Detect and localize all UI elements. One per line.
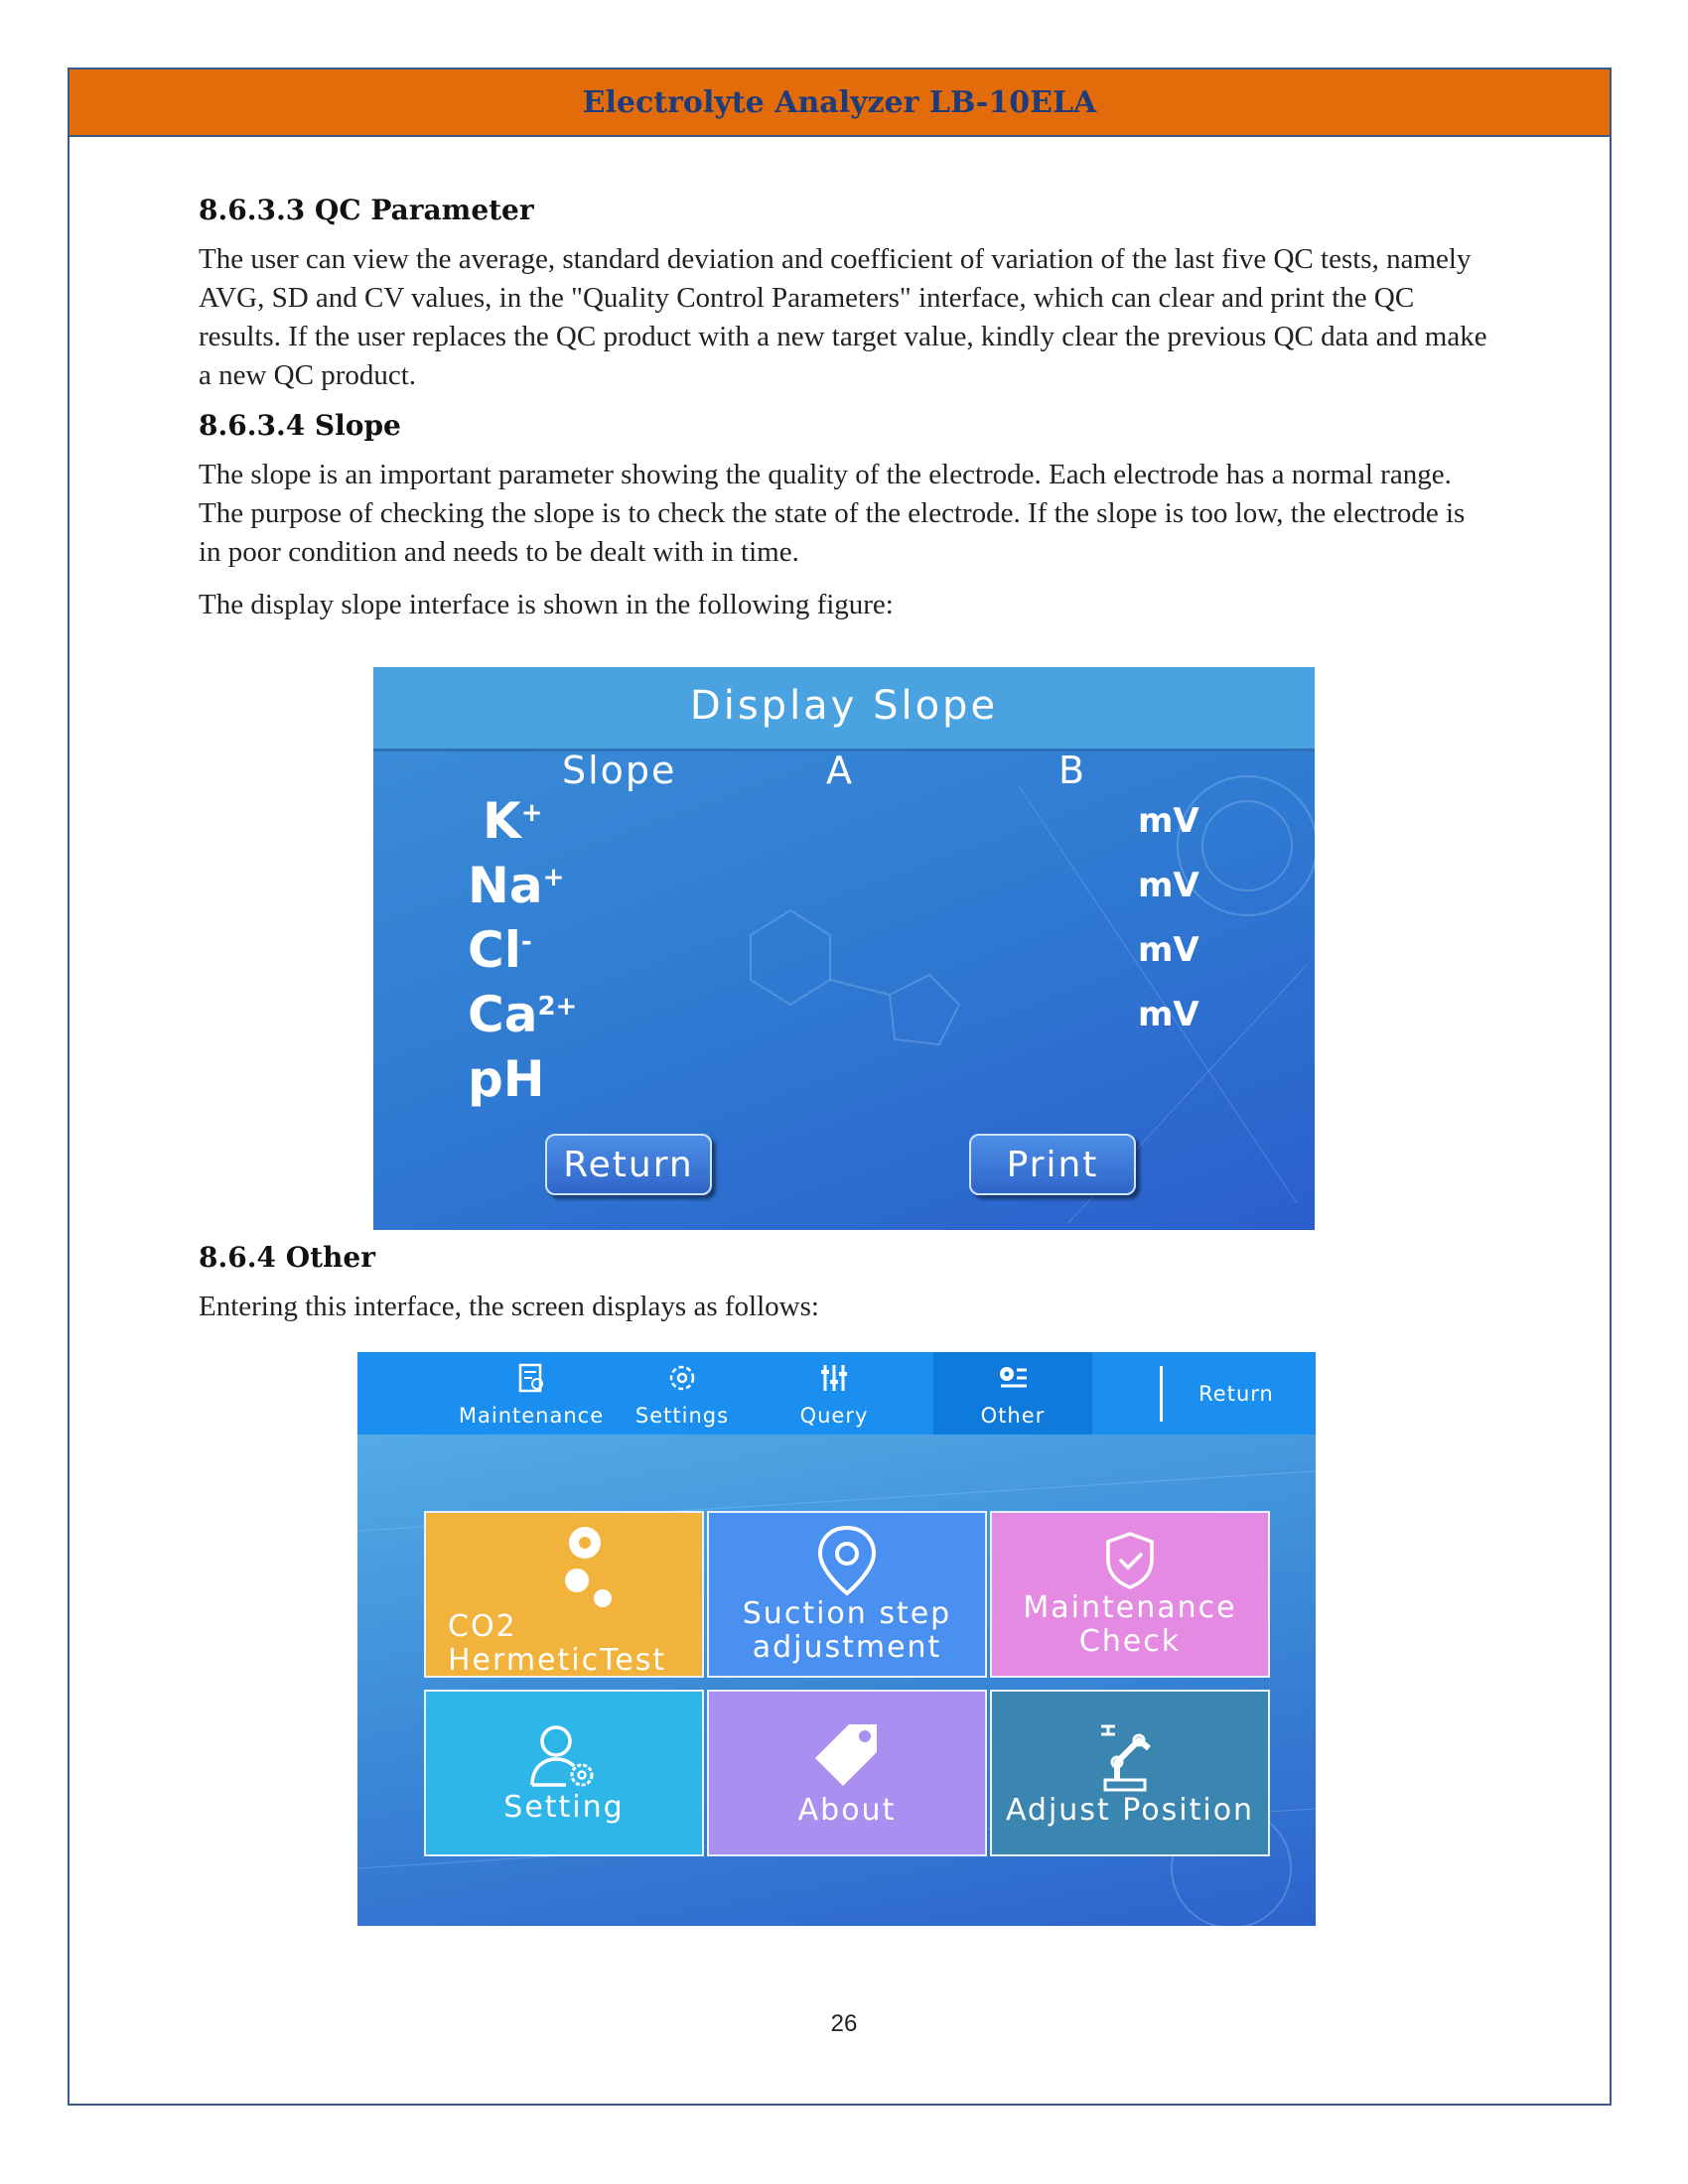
maintenance-label: Maintenance: [1023, 1590, 1237, 1625]
co2-label: CO2: [448, 1609, 517, 1644]
section-heading-qc: 8.6.3.3 QC Parameter: [199, 194, 534, 226]
sliders-icon: [816, 1360, 852, 1396]
unit-na: mV: [1138, 866, 1199, 905]
nav-settings[interactable]: [618, 1352, 747, 1434]
ion-label-ca: $Ca^{2+}$: [468, 986, 578, 1043]
nav-query-label: Query: [799, 1404, 869, 1428]
setting-label: Setting: [503, 1790, 625, 1825]
setting-tile[interactable]: [424, 1690, 704, 1856]
adjustment-label: adjustment: [752, 1630, 942, 1665]
section-heading-other: 8.6.4 Other: [199, 1241, 375, 1274]
nav-other-label: Other: [980, 1404, 1046, 1428]
location-pin-icon: [812, 1524, 882, 1597]
nav-maintenance[interactable]: [452, 1352, 611, 1434]
nav-settings-label: Settings: [634, 1404, 730, 1428]
robot-arm-icon: [1095, 1718, 1165, 1794]
gear-icon: [664, 1360, 700, 1396]
settings-list-icon: [995, 1360, 1031, 1396]
slope-screen-title: Display Slope: [689, 683, 999, 729]
ion-label-ph: pH: [468, 1050, 545, 1108]
nav-divider: [1160, 1366, 1163, 1422]
shield-check-icon: [1102, 1530, 1158, 1591]
adjust-position-label: Adjust Position: [1005, 1793, 1255, 1828]
nav-maintenance-label: Maintenance: [458, 1404, 605, 1428]
page-content-other: [199, 1241, 1489, 1340]
tag-icon: [809, 1718, 885, 1794]
maintenance-icon: [513, 1360, 549, 1396]
top-nav-bar: [357, 1352, 1316, 1434]
unit-ca: mV: [1138, 995, 1199, 1034]
user-settings-icon: [526, 1721, 602, 1791]
ion-label-na: Na+: [468, 857, 565, 914]
unit-cl: mV: [1138, 930, 1199, 970]
adjust-position-tile[interactable]: [990, 1690, 1270, 1856]
suction-step-label: Suction step: [742, 1596, 952, 1631]
other-screen: [357, 1352, 1316, 1926]
document-title: Electrolyte Analyzer LB-10ELA: [582, 84, 1097, 120]
section-heading-slope: 8.6.3.4 Slope: [199, 409, 401, 442]
suction-step-adjustment-tile[interactable]: [707, 1511, 987, 1678]
column-header-a: A: [826, 749, 854, 792]
paragraph-other: Entering this interface, the screen displays as follows:: [199, 1291, 819, 1322]
hermetic-test-label: HermeticTest: [448, 1643, 667, 1678]
ion-label-cl: Cl-: [468, 921, 532, 979]
ion-label-k: K+: [483, 792, 543, 850]
page-content: [199, 194, 1489, 638]
unit-k: mV: [1138, 801, 1199, 841]
nav-query[interactable]: [774, 1352, 894, 1434]
print-button[interactable]: Print: [969, 1134, 1136, 1195]
nav-other[interactable]: [933, 1352, 1092, 1434]
nav-return-label: Return: [1198, 1381, 1274, 1406]
paragraph-slope-figure-intro: The display slope interface is shown in the following figure:: [199, 589, 894, 620]
column-header-b: B: [1058, 749, 1087, 792]
nav-return-button[interactable]: [1182, 1352, 1291, 1434]
about-tile[interactable]: [707, 1690, 987, 1856]
page-number: 26: [830, 2010, 858, 2037]
bubbles-icon: [555, 1521, 625, 1610]
maintenance-check-tile[interactable]: [990, 1511, 1270, 1678]
paragraph-qc: The user can view the average, standard deviation and coefficient of variation of the last five QC tests, namely AVG, SD and CV values, in the "Quality Control Parameters" interface, which can clear and print the QC results. If the user replaces the QC product with a new target value, kindly clear the previous QC data and make a new QC product.: [199, 243, 1487, 391]
co2-hermetic-test-tile[interactable]: [424, 1511, 704, 1678]
check-label: Check: [1078, 1624, 1182, 1659]
display-slope-screen: [373, 667, 1315, 1230]
slope-header-bar: [373, 667, 1315, 751]
paragraph-slope: The slope is an important parameter showing the quality of the electrode. Each electrode has a normal range. The purpose of checking the slope is to check the state of the electrode. If the slope is too low, the electrode is in poor condition and needs to be dealt with in time.: [199, 459, 1466, 568]
about-label: About: [797, 1793, 897, 1828]
return-button[interactable]: Return: [545, 1134, 712, 1195]
column-header-slope: Slope: [562, 749, 677, 792]
